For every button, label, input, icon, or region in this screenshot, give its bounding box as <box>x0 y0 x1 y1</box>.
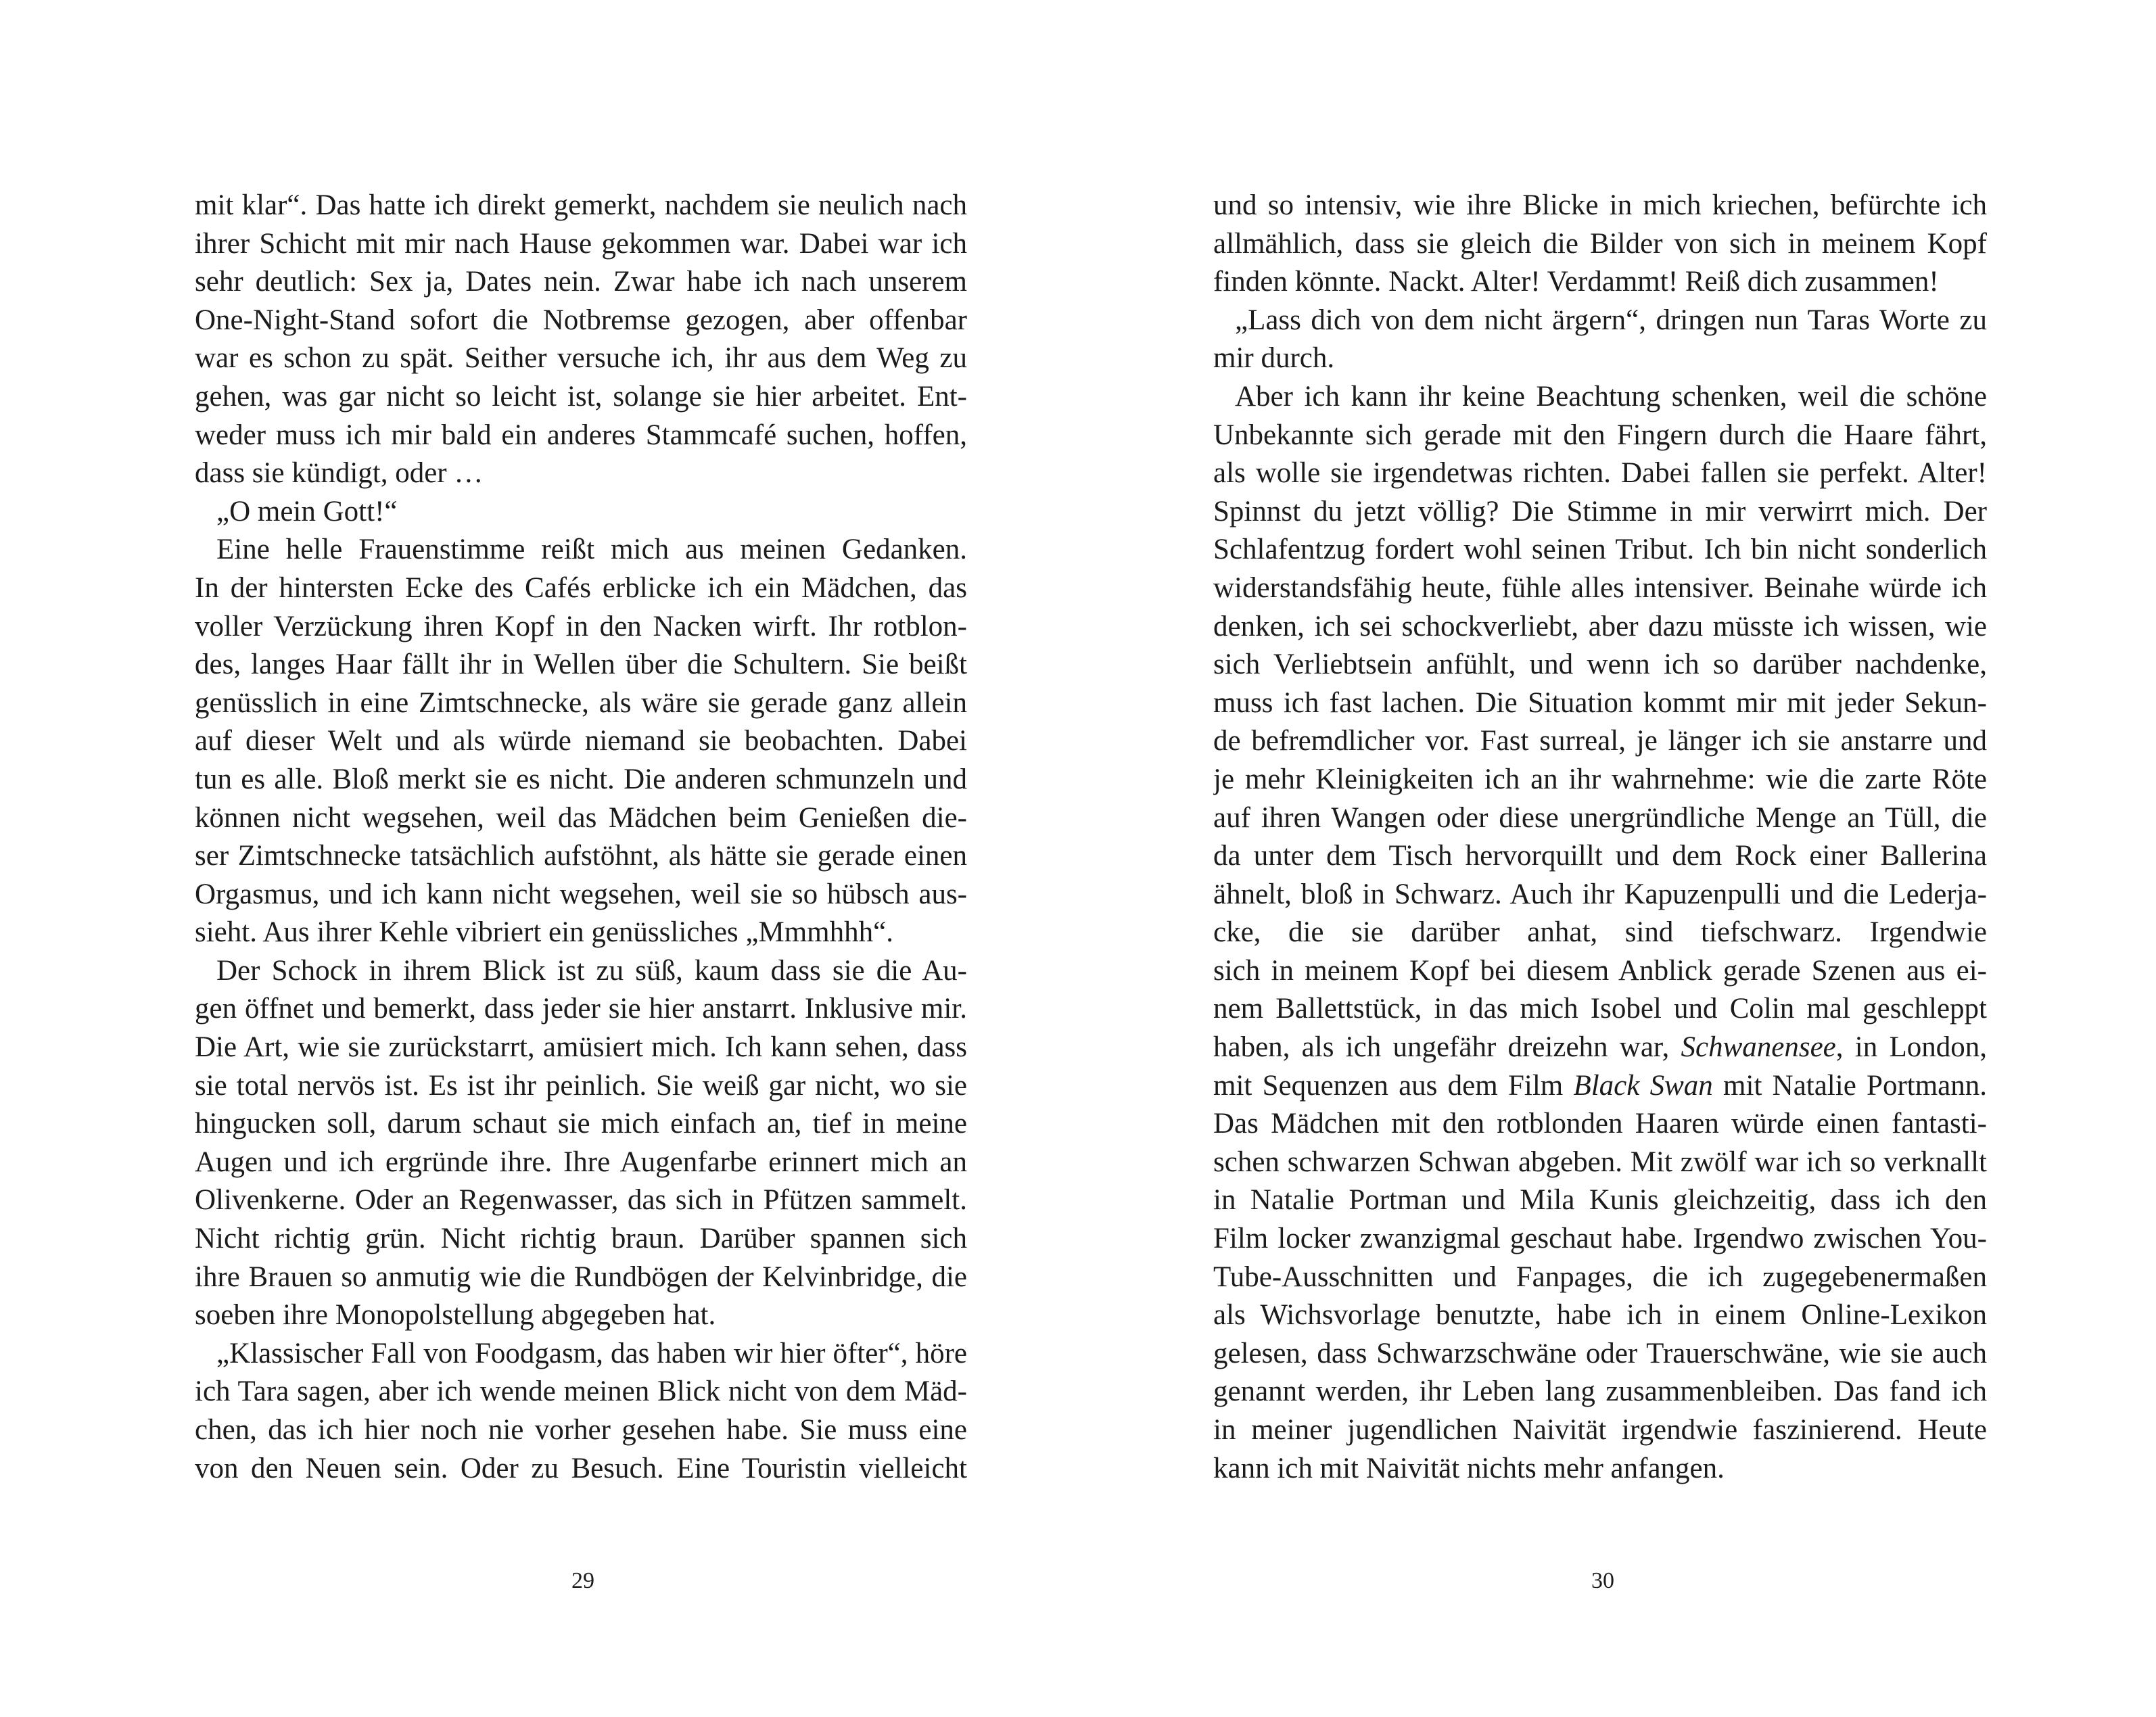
text-line-content <box>195 378 967 417</box>
text-line <box>1213 417 1987 455</box>
text-line <box>195 302 967 340</box>
text-line <box>1213 1220 1987 1259</box>
line-text: In der hintersten Ecke des Cafés erblicke ich ein Mädchen, das <box>195 571 967 604</box>
text-line <box>195 1335 967 1373</box>
text-line <box>195 837 967 876</box>
text-line-content <box>1213 1373 1987 1411</box>
line-text: „O mein Gott!“ <box>216 495 398 527</box>
text-line-content <box>195 1373 967 1411</box>
text-line <box>1213 876 1987 914</box>
text-line-content <box>216 531 967 569</box>
text-line <box>195 1259 967 1297</box>
text-line-content <box>1213 608 1987 646</box>
line-text: gelesen, dass Schwarzschwäne oder Trauerschwäne, wie sie auch <box>1213 1337 1987 1369</box>
text-line <box>1213 454 1987 493</box>
line-text: denken, ich sei schockverliebt, aber dazu müsste ich wissen, wie <box>1213 610 1987 642</box>
text-line-content <box>1213 1144 1987 1182</box>
text-line-content <box>195 1450 967 1488</box>
text-line <box>1213 1335 1987 1373</box>
line-text: sieht. Aus ihrer Kehle vibriert ein genüssliches „Mmmhhh“. <box>195 916 893 949</box>
text-line-content <box>195 914 967 952</box>
page-number-right: 30 <box>1591 1568 1614 1593</box>
line-text: Unbekannte sich gerade mit den Fingern durch die Haare fährt, <box>1213 419 1987 451</box>
text-line <box>1213 799 1987 838</box>
text-line <box>1213 1105 1987 1144</box>
text-line <box>195 339 967 378</box>
text-line-content <box>1235 302 1987 340</box>
text-line-content <box>195 837 967 876</box>
line-text: als Wichsvorlage benutzte, habe ich in einem Online-Lexikon <box>1213 1299 1987 1332</box>
line-text: mir durch. <box>1213 342 1335 375</box>
text-line <box>1213 1373 1987 1411</box>
line-text: da unter dem Tisch hervorquillt und dem Rock einer Ballerina <box>1213 840 1987 872</box>
text-line <box>1213 1181 1987 1220</box>
text-line <box>1213 531 1987 569</box>
italic-title: Black Swan <box>1573 1069 1713 1102</box>
line-text: allmählich, dass sie gleich die Bilder von sich in meinem Kopf <box>1213 227 1987 260</box>
text-line-content <box>1213 1259 1987 1297</box>
text-line <box>1213 569 1987 608</box>
text-line <box>1213 914 1987 952</box>
text-line-content <box>1213 1181 1987 1220</box>
line-text: ser Zimtschnecke tatsächlich aufstöhnt, als hätte sie gerade einen <box>195 840 967 872</box>
text-line <box>195 1105 967 1144</box>
text-line-content <box>195 225 967 264</box>
text-line-content <box>195 1259 967 1297</box>
text-line <box>1213 990 1987 1029</box>
text-line-content <box>1213 493 1987 532</box>
line-text: Schlafentzug fordert wohl seinen Tribut. Ich bin nicht sonderlich <box>1213 534 1987 566</box>
text-line <box>1213 646 1987 684</box>
text-line-content <box>1213 914 1987 952</box>
right-page-text <box>1213 187 1987 1488</box>
text-line <box>1213 722 1987 761</box>
text-line <box>195 454 967 493</box>
text-line <box>1213 225 1987 264</box>
text-line <box>195 876 967 914</box>
line-text: sich Verliebtsein anfühlt, und wenn ich so darüber nachdenke, <box>1213 649 1987 681</box>
text-line <box>1213 339 1987 378</box>
text-line-content <box>1213 799 1987 838</box>
text-line <box>1213 1296 1987 1335</box>
line-text: Das Mädchen mit den rotblonden Haaren würde einen fantasti- <box>1213 1108 1987 1140</box>
text-line <box>195 1029 967 1067</box>
text-line-content <box>195 1067 967 1106</box>
text-line <box>195 608 967 646</box>
left-page-text <box>195 187 967 1488</box>
line-text: ich Tara sagen, aber ich wende meinen Blick nicht von dem Mäd- <box>195 1375 967 1408</box>
line-text: hingucken soll, darum schaut sie mich einfach an, tief in meine <box>195 1108 967 1140</box>
line-text: One-Night-Stand sofort die Notbremse gezogen, aber offenbar <box>195 304 967 336</box>
line-text: Aber ich kann ihr keine Beachtung schenken, weil die schöne <box>1235 380 1987 413</box>
text-line-content <box>1213 1105 1987 1144</box>
text-line <box>1213 1411 1987 1450</box>
text-line-content <box>195 684 967 723</box>
text-line <box>195 684 967 723</box>
text-line-content <box>195 1029 967 1067</box>
text-line-content <box>1213 761 1987 799</box>
text-line <box>195 1067 967 1106</box>
line-text-after: mit Natalie Portmann. <box>1712 1069 1987 1102</box>
text-line <box>195 1411 967 1450</box>
text-line-content <box>195 722 967 761</box>
text-line-content <box>195 761 967 799</box>
text-line-content <box>1213 187 1987 225</box>
text-line-content <box>1213 263 1987 302</box>
text-line <box>195 225 967 264</box>
line-text: des, langes Haar fällt ihr in Wellen über die Schultern. Sie beißt <box>195 649 967 681</box>
line-text: Eine helle Frauenstimme reißt mich aus meinen Gedanken. <box>216 534 967 566</box>
text-line <box>195 1144 967 1182</box>
line-text: nem Ballettstück, in das mich Isobel und Colin mal geschleppt <box>1213 993 1987 1025</box>
line-text: Orgasmus, und ich kann nicht wegsehen, weil sie so hübsch aus- <box>195 878 967 910</box>
text-line-content <box>1213 1296 1987 1335</box>
text-line-content <box>1213 225 1987 264</box>
text-line-content <box>195 417 967 455</box>
line-text: Olivenkerne. Oder an Regenwasser, das sich in Pfützen sammelt. <box>195 1184 967 1217</box>
text-line-content <box>1213 1029 1987 1067</box>
text-line <box>1213 1144 1987 1182</box>
text-line-content <box>1213 990 1987 1029</box>
line-text: gehen, was gar nicht so leicht ist, solange sie hier arbeitet. Ent- <box>195 380 967 413</box>
text-line <box>1213 1029 1987 1067</box>
text-line <box>195 646 967 684</box>
line-text: von den Neuen sein. Oder zu Besuch. Eine Touristin vielleicht <box>195 1452 967 1484</box>
text-line-content <box>195 1105 967 1144</box>
text-line-content <box>1213 569 1987 608</box>
text-line-content <box>195 302 967 340</box>
line-text: als wolle sie irgendetwas richten. Dabei fallen sie perfekt. Alter! <box>1213 457 1987 490</box>
text-line <box>195 761 967 799</box>
line-text: cke, die sie darüber anhat, sind tiefschwarz. Irgendwie <box>1213 916 1987 949</box>
line-text: Nicht richtig grün. Nicht richtig braun. Darüber spannen sich <box>195 1223 967 1255</box>
line-text: sich in meinem Kopf bei diesem Anblick gerade Szenen aus ei- <box>1213 954 1987 987</box>
text-line <box>195 952 967 991</box>
line-text: Film locker zwanzigmal geschaut habe. Irgendwo zwischen You- <box>1213 1223 1987 1255</box>
text-line-content <box>195 1411 967 1450</box>
text-line-content <box>1213 1450 1987 1488</box>
line-text: sehr deutlich: Sex ja, Dates nein. Zwar habe ich nach unserem <box>195 266 967 298</box>
text-line <box>1213 378 1987 417</box>
line-text: „Lass dich von dem nicht ärgern“, dringen nun Taras Worte zu <box>1235 304 1987 336</box>
text-line-content <box>195 1181 967 1220</box>
text-line <box>1213 1259 1987 1297</box>
text-line-content <box>1213 339 1987 378</box>
line-text: können nicht wegsehen, weil das Mädchen beim Genießen die- <box>195 801 967 834</box>
line-text: genüsslich in eine Zimtschnecke, als wäre sie gerade ganz allein <box>195 686 967 719</box>
text-line <box>1213 608 1987 646</box>
text-line-content <box>195 339 967 378</box>
line-text: gen öffnet und bemerkt, dass jeder sie hier anstarrt. Inklusive mir. <box>195 993 967 1025</box>
line-text: mit klar“. Das hatte ich direkt gemerkt, nachdem sie neulich nach <box>195 189 967 221</box>
text-line <box>1213 493 1987 532</box>
text-line <box>195 187 967 225</box>
text-line <box>195 914 967 952</box>
page-number-left: 29 <box>571 1568 594 1593</box>
italic-title: Schwanensee <box>1681 1031 1836 1064</box>
text-line <box>195 1181 967 1220</box>
line-text: auf ihren Wangen oder diese unergründliche Menge an Tüll, die <box>1213 801 1987 834</box>
text-line-content <box>1213 952 1987 991</box>
text-line <box>1213 837 1987 876</box>
text-line <box>1213 263 1987 302</box>
text-line <box>1213 187 1987 225</box>
text-line <box>195 378 967 417</box>
line-text: ähnelt, bloß in Schwarz. Auch ihr Kapuzenpulli und die Lederja- <box>1213 878 1987 910</box>
text-line-content <box>1213 684 1987 723</box>
text-line-content <box>216 493 967 532</box>
text-line <box>195 1296 967 1335</box>
line-text: haben, als ich ungefähr dreizehn war, <box>1213 1031 1681 1064</box>
text-line-content <box>1213 722 1987 761</box>
text-line-content <box>195 990 967 1029</box>
line-text: Spinnst du jetzt völlig? Die Stimme in mir verwirrt mich. Der <box>1213 495 1987 527</box>
line-text: soeben ihre Monopolstellung abgegeben hat. <box>195 1299 716 1332</box>
text-line <box>195 531 967 569</box>
line-text: ihrer Schicht mit mir nach Hause gekommen war. Dabei war ich <box>195 227 967 260</box>
text-line-content <box>1213 646 1987 684</box>
line-text: widerstandsfähig heute, fühle alles intensiver. Beinahe würde ich <box>1213 571 1987 604</box>
text-line-content <box>216 952 967 991</box>
line-text: war es schon zu spät. Seither versuche ich, ihr aus dem Weg zu <box>195 342 967 375</box>
text-line <box>1213 302 1987 340</box>
line-text: tun es alle. Bloß merkt sie es nicht. Die anderen schmunzeln und <box>195 763 967 795</box>
text-line <box>195 1373 967 1411</box>
line-text: kann ich mit Naivität nichts mehr anfangen. <box>1213 1452 1725 1484</box>
text-line-content <box>1213 1411 1987 1450</box>
text-line-content <box>1213 531 1987 569</box>
text-line-content <box>1213 417 1987 455</box>
text-line-content <box>195 1144 967 1182</box>
line-text: dass sie kündigt, oder … <box>195 457 484 490</box>
line-text: je mehr Kleinigkeiten ich an ihr wahrnehme: wie die zarte Röte <box>1213 763 1987 795</box>
text-line-content <box>1213 454 1987 493</box>
line-text: auf dieser Welt und als würde niemand sie beobachten. Dabei <box>195 725 967 757</box>
text-line <box>195 569 967 608</box>
line-text: Tube-Ausschnitten und Fanpages, die ich zugegebenermaßen <box>1213 1261 1987 1293</box>
text-line <box>1213 684 1987 723</box>
line-text: genannt werden, ihr Leben lang zusammenbleiben. Das fand ich <box>1213 1375 1987 1408</box>
text-line-content <box>195 263 967 302</box>
text-line-content <box>1213 1067 1987 1106</box>
line-text: Die Art, wie sie zurückstarrt, amüsiert mich. Ich kann sehen, dass <box>195 1031 967 1064</box>
line-text: finden könnte. Nackt. Alter! Verdammt! Reiß dich zusammen! <box>1213 266 1939 298</box>
text-line-content <box>1213 876 1987 914</box>
line-text: muss ich fast lachen. Die Situation kommt mir mit jeder Sekun- <box>1213 686 1987 719</box>
text-line-content <box>195 1296 967 1335</box>
text-line-content <box>1213 1220 1987 1259</box>
text-line <box>195 263 967 302</box>
text-line-content <box>1213 837 1987 876</box>
text-line-content <box>216 1335 967 1373</box>
line-text: und so intensiv, wie ihre Blicke in mich kriechen, befürchte ich <box>1213 189 1987 221</box>
text-line-content <box>195 799 967 838</box>
text-line <box>1213 1450 1987 1488</box>
text-line <box>1213 761 1987 799</box>
text-line <box>195 417 967 455</box>
text-line <box>195 493 967 532</box>
line-text: de befremdlicher vor. Fast surreal, je länger ich sie anstarre und <box>1213 725 1987 757</box>
text-line-content <box>1235 378 1987 417</box>
text-line <box>195 1450 967 1488</box>
text-line <box>195 1220 967 1259</box>
line-text: sie total nervös ist. Es ist ihr peinlich. Sie weiß gar nicht, wo sie <box>195 1069 967 1102</box>
line-text: chen, das ich hier noch nie vorher gesehen habe. Sie muss eine <box>195 1414 967 1446</box>
text-line <box>195 990 967 1029</box>
right-page <box>1078 0 2156 1717</box>
line-text: schen schwarzen Schwan abgeben. Mit zwölf war ich so verknallt <box>1213 1146 1987 1178</box>
line-text: ihre Brauen so anmutig wie die Rundbögen der Kelvinbridge, die <box>195 1261 967 1293</box>
text-line-content <box>195 1220 967 1259</box>
text-line <box>195 722 967 761</box>
line-text: weder muss ich mir bald ein anderes Stammcafé suchen, hoffen, <box>195 419 967 451</box>
text-line <box>1213 952 1987 991</box>
text-line-content <box>195 608 967 646</box>
line-text: mit Sequenzen aus dem Film <box>1213 1069 1574 1102</box>
text-line-content <box>195 454 967 493</box>
line-text: in meiner jugendlichen Naivität irgendwie faszinierend. Heute <box>1213 1414 1987 1446</box>
line-text: in Natalie Portman und Mila Kunis gleichzeitig, dass ich den <box>1213 1184 1987 1217</box>
text-line-content <box>195 187 967 225</box>
line-text: Augen und ich ergründe ihre. Ihre Augenfarbe erinnert mich an <box>195 1146 967 1178</box>
text-line-content <box>195 646 967 684</box>
text-line-content <box>1213 1335 1987 1373</box>
text-line-content <box>195 569 967 608</box>
text-line <box>195 799 967 838</box>
line-text: Der Schock in ihrem Blick ist zu süß, kaum dass sie die Au- <box>216 954 967 987</box>
line-text-after: , in London, <box>1835 1031 1987 1064</box>
text-line <box>1213 1067 1987 1106</box>
text-line-content <box>195 876 967 914</box>
line-text: voller Verzückung ihren Kopf in den Nacken wirft. Ihr rotblon- <box>195 610 967 642</box>
line-text: „Klassischer Fall von Foodgasm, das haben wir hier öfter“, höre <box>216 1337 967 1369</box>
